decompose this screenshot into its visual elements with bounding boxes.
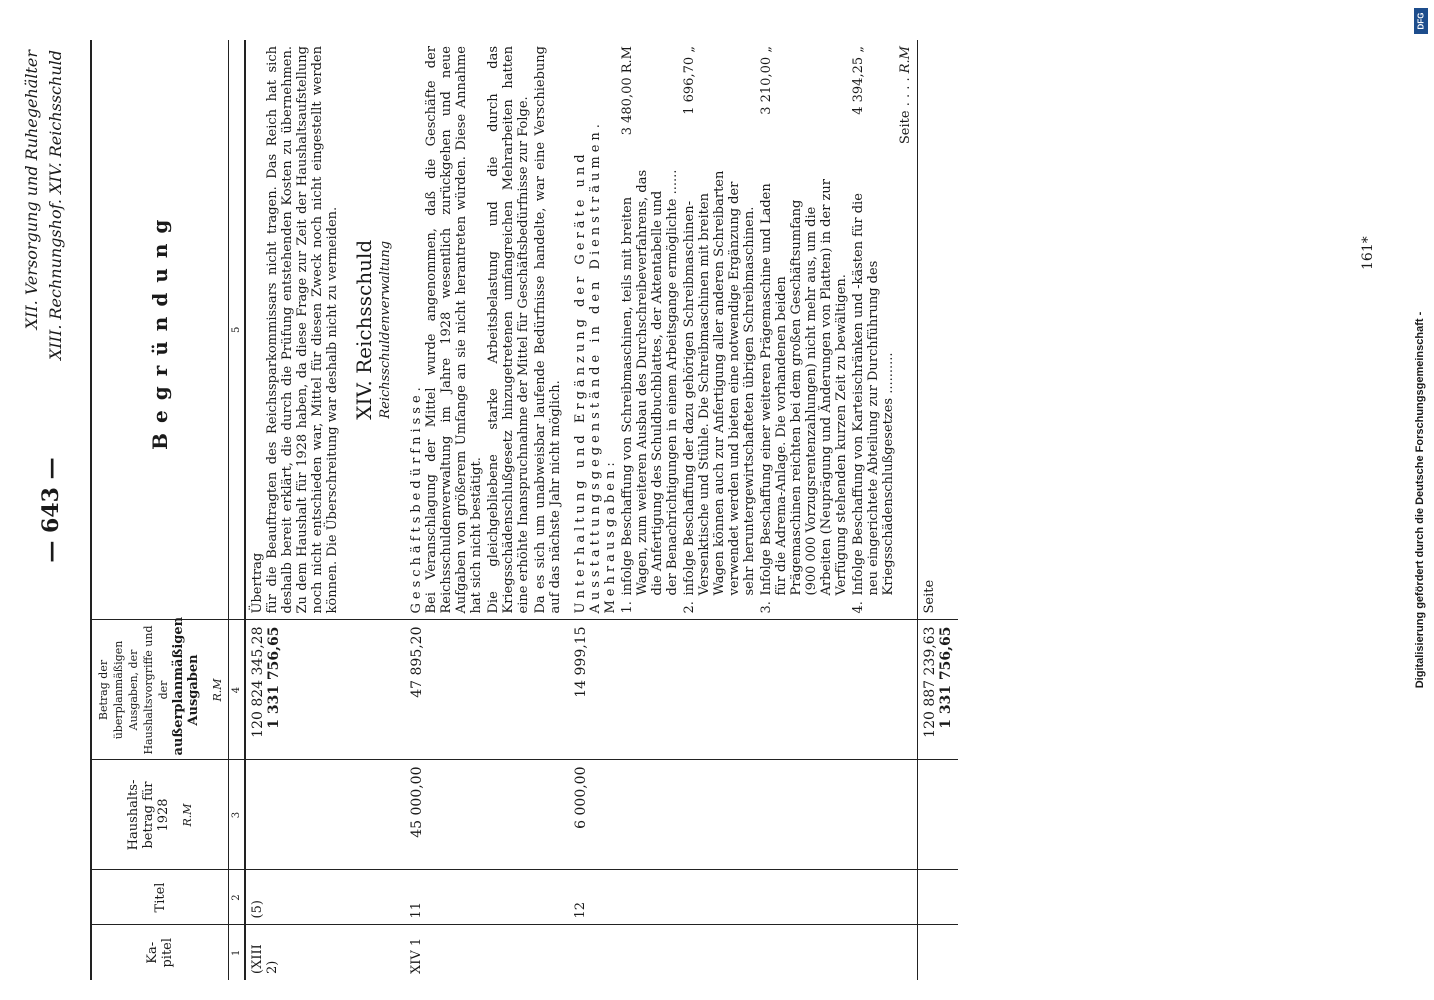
list-item: 1. infolge Beschaffung von Schreibmaschinen, teils mit breiten Wagen, zum weiteren Ausbau des Durchschreibeverfahrens, das die Anfertigung des Schuldbuchblattes, der Aktentabelle und der Benachrichtigungen in einem Arbeitsgange ermöglichte ...... 3 480,00 R.M	[620, 46, 680, 614]
page-number: — 643 —	[38, 457, 64, 563]
kapitel-cell: XIV 1	[409, 937, 424, 974]
table-row	[245, 40, 405, 980]
titel-cell: 12	[569, 870, 918, 925]
titel-cell: (5)	[245, 870, 405, 925]
list-item: 2. infolge Beschaffung der dazu gehörigen Schreibmaschinen-Versenktische und Stühle. Die Schreibmaschinen mit breiten Wagen können auch zur Anfertigung aller anderen Schreibarten verwendet werden und bieten eine notwendige Ergänzung der sehr heruntergewirtschafteten übrigen Schreibmaschinen. 1 696,70 „	[682, 46, 757, 614]
total-label: Seite	[918, 40, 959, 620]
betrag-cell: 14 999,15	[569, 620, 918, 760]
total-amount: 120 887 239,63 1 331 756,65	[918, 620, 959, 760]
budget-table	[90, 40, 958, 980]
col-titel: Titel	[91, 870, 229, 925]
col-kapitel: Ka-pitel	[91, 925, 229, 980]
table-header-row	[91, 40, 229, 980]
total-row	[918, 40, 959, 980]
begruendung-cell: Geschäftsbedürfnisse. Bei Veranschlagung der Mittel wurde angenommen, daß die Geschäfte der Reichsschuldenverwaltung im Jahre 1928 wesentlich zurückgehen und neue Aufgaben von größerem Umfange an sie nicht herantreten würden. Diese Annahme hat sich nicht bestätigt. Die gleichgebliebene starke Arbeitsbelastung und die durch das Kriegsschädenschlußgesetz hinzugetretenen umfangreichen Mehrarbeiten hatten eine erhöhte Inanspruchnahme der Mittel für Geschäftsbedürfnisse zur Folge. Da es sich um unabweisbar laufende Bedürfnisse handelte, war eine Verschiebung auf das nächste Jahr nicht möglich.	[405, 40, 569, 620]
table-row	[405, 40, 569, 980]
titel-cell: 11	[405, 870, 569, 925]
item-label: Geschäftsbedürfnisse.	[409, 383, 424, 614]
col-begruendung: Begründung	[91, 40, 229, 620]
header-line-2: XIII. Rechnungshof. XIV. Reichsschuld	[46, 50, 65, 361]
column-number-row: 1 2 3 4 5	[229, 40, 246, 980]
uebertrag-label: Übertrag	[250, 552, 265, 614]
table-row	[569, 40, 918, 980]
rotated-page-content	[20, 30, 1400, 990]
page-footnote: 161*	[1360, 236, 1376, 270]
list-item: 4. Infolge Beschaffung von Karteischränken und -kästen für die neu eingerichtete Abteilung zur Durchführung des Kriegsschädenschlußgesetzes .......... 4 394,25 „	[851, 46, 896, 614]
col-haushalt: Haushalts-betrag für 1928 R.M	[91, 760, 229, 870]
col-betrag: Betrag der überplanmäßigen Ausgaben, der Haushaltsvorgriffe und der außerplanmäßigen Ausgaben R.M	[91, 620, 229, 760]
haushalt-cell: 45 000,00	[405, 760, 569, 870]
uebertrag-text: für die Beauftragten des Reichssparkommissars nicht tragen. Das Reich hat sich deshalb bereit erklärt, die durch die Prüfung entstehenden Kosten zu übernehmen. Zu dem Haushalt für 1928 haben, da diese Frage zur Zeit der Haushaltsaufstellung noch nicht entschieden war, Mittel für diesen Zweck noch nicht eingestellt werden können. Die Überschreitung war deshalb nicht zu vermeiden.	[265, 46, 340, 614]
kapitel-cell	[569, 925, 918, 980]
page-header	[20, 50, 80, 970]
document-page	[20, 30, 1400, 990]
begruendung-cell	[245, 40, 405, 620]
dfg-logo: DFG	[1414, 8, 1428, 34]
haushalt-cell	[245, 760, 405, 870]
subtotal-label: Seite . . . . R.M	[898, 46, 913, 145]
kapitel-cell: (XIII 2)	[250, 944, 280, 974]
betrag-cell: 47 895,20	[405, 620, 569, 760]
begruendung-cell	[569, 40, 918, 620]
dfg-note: Digitalisierung gefördert durch die Deutsche Forschungsgemeinschaft -	[1414, 311, 1426, 689]
betrag-cell: 120 824 345,28 1 331 756,65	[245, 620, 405, 760]
item-label: Unterhaltung und Ergänzung der Geräte und Ausstattungsgegenstände in den Diensträumen.	[573, 120, 603, 614]
section-title: XIV. Reichsschuld	[352, 239, 376, 420]
section-subtitle: Reichsschuldenverwaltung	[378, 240, 393, 419]
mehrausgaben-label: Mehrausgaben:	[603, 458, 618, 614]
header-line-1: XII. Versorgung und Ruhegehälter	[22, 50, 41, 330]
haushalt-cell: 6 000,00	[569, 760, 918, 870]
list-item: 3. Infolge Beschaffung einer weiteren Prägemaschine und Laden für die Adrema-Anlage. Die vorhandenen beiden Prägemaschinen reichten bei dem großen Geschäftsumfang (900 000 Vorzugsrentenzahlungen) nicht mehr aus, um die Arbeiten (Neuprägung und Änderungen von Platten) in der zur Verfügung stehenden kurzen Zeit zu bewältigen. 3 210,00 „	[759, 46, 849, 614]
